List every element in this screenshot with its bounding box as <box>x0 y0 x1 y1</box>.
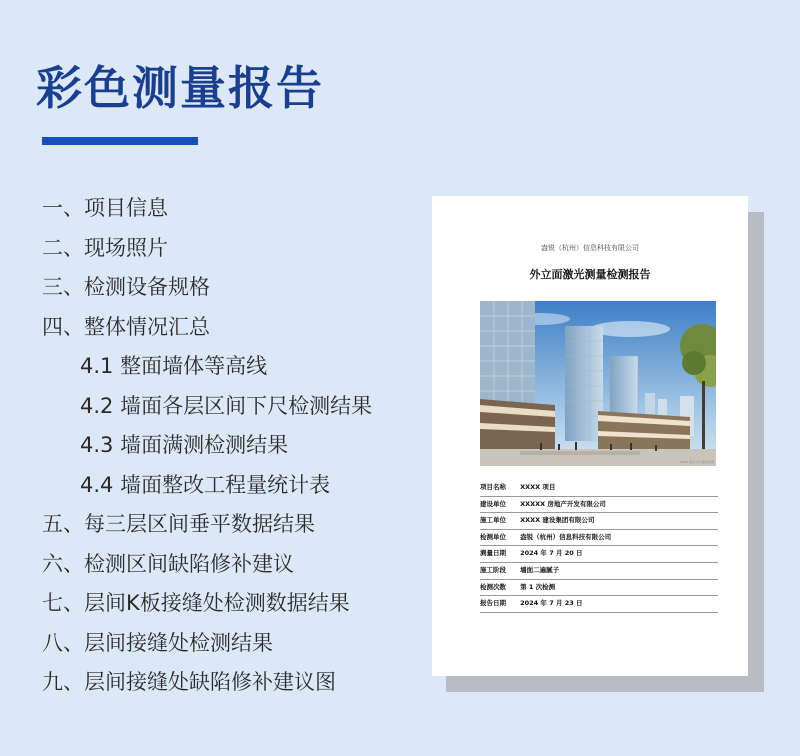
table-of-contents <box>42 192 372 706</box>
info-value: 盎锐（杭州）信息科技有限公司 <box>520 532 612 541</box>
title-underline <box>42 137 198 145</box>
info-label: 检测单位 <box>480 532 506 541</box>
document-title: 外立面激光测量检测报告 <box>529 268 651 281</box>
info-label: 报告日期 <box>480 599 506 608</box>
info-value: 第 1 次检测 <box>520 582 556 591</box>
toc-item: 一、项目信息 <box>42 196 168 220</box>
info-row <box>480 480 718 497</box>
toc-subitem: 4.4 墙面整改工程量统计表 <box>80 472 331 497</box>
toc-item: 二、现场照片 <box>42 235 168 260</box>
info-label: 施工阶段 <box>480 565 506 574</box>
info-label: 项目名称 <box>480 483 506 491</box>
photo-caption: XXXX 项目 外立面效果图 <box>679 460 714 464</box>
toc-subitem: 4.2 墙面各层区间下尺检测结果 <box>80 393 373 418</box>
info-label: 测量日期 <box>480 549 506 558</box>
toc-item: 四、整体情况汇总 <box>42 314 210 339</box>
building-photo <box>480 301 716 466</box>
info-value: XXXX 建设集团有限公司 <box>520 516 595 525</box>
toc-item: 五、每三层区间垂平数据结果 <box>42 512 315 536</box>
info-value: XXXXX 房地产开发有限公司 <box>520 499 606 508</box>
document-company: 盎锐（杭州）信息科技有限公司 <box>541 244 639 252</box>
toc-item: 六、检测区间缺陷修补建议 <box>42 551 294 576</box>
info-row <box>480 596 718 613</box>
project-info-table <box>480 480 718 613</box>
info-label: 施工单位 <box>480 516 506 525</box>
info-value: 2024 年 7 月 23 日 <box>520 599 583 608</box>
toc-item: 八、层间接缝处检测结果 <box>42 630 273 655</box>
toc-item: 七、层间K板接缝处检测数据结果 <box>42 591 350 615</box>
info-label: 检测次数 <box>480 582 506 591</box>
info-value: XXXX 项目 <box>520 483 556 491</box>
report-cover-page <box>432 196 748 676</box>
toc-subitem: 4.1 整面墙体等高线 <box>80 354 268 378</box>
toc-subitem: 4.3 墙面满测检测结果 <box>80 433 289 457</box>
toc-item: 九、层间接缝处缺陷修补建议图 <box>42 670 336 694</box>
info-value: 2024 年 7 月 20 日 <box>520 549 583 558</box>
info-row <box>480 497 718 514</box>
toc-item: 三、检测设备规格 <box>42 275 210 299</box>
info-row <box>480 530 718 547</box>
info-label: 建设单位 <box>480 499 506 508</box>
info-row <box>480 580 718 597</box>
info-value: 墙面二遍腻子 <box>520 565 560 574</box>
info-row <box>480 513 718 530</box>
info-row <box>480 546 718 563</box>
page-title: 彩色测量报告 <box>36 61 324 115</box>
info-row <box>480 563 718 580</box>
